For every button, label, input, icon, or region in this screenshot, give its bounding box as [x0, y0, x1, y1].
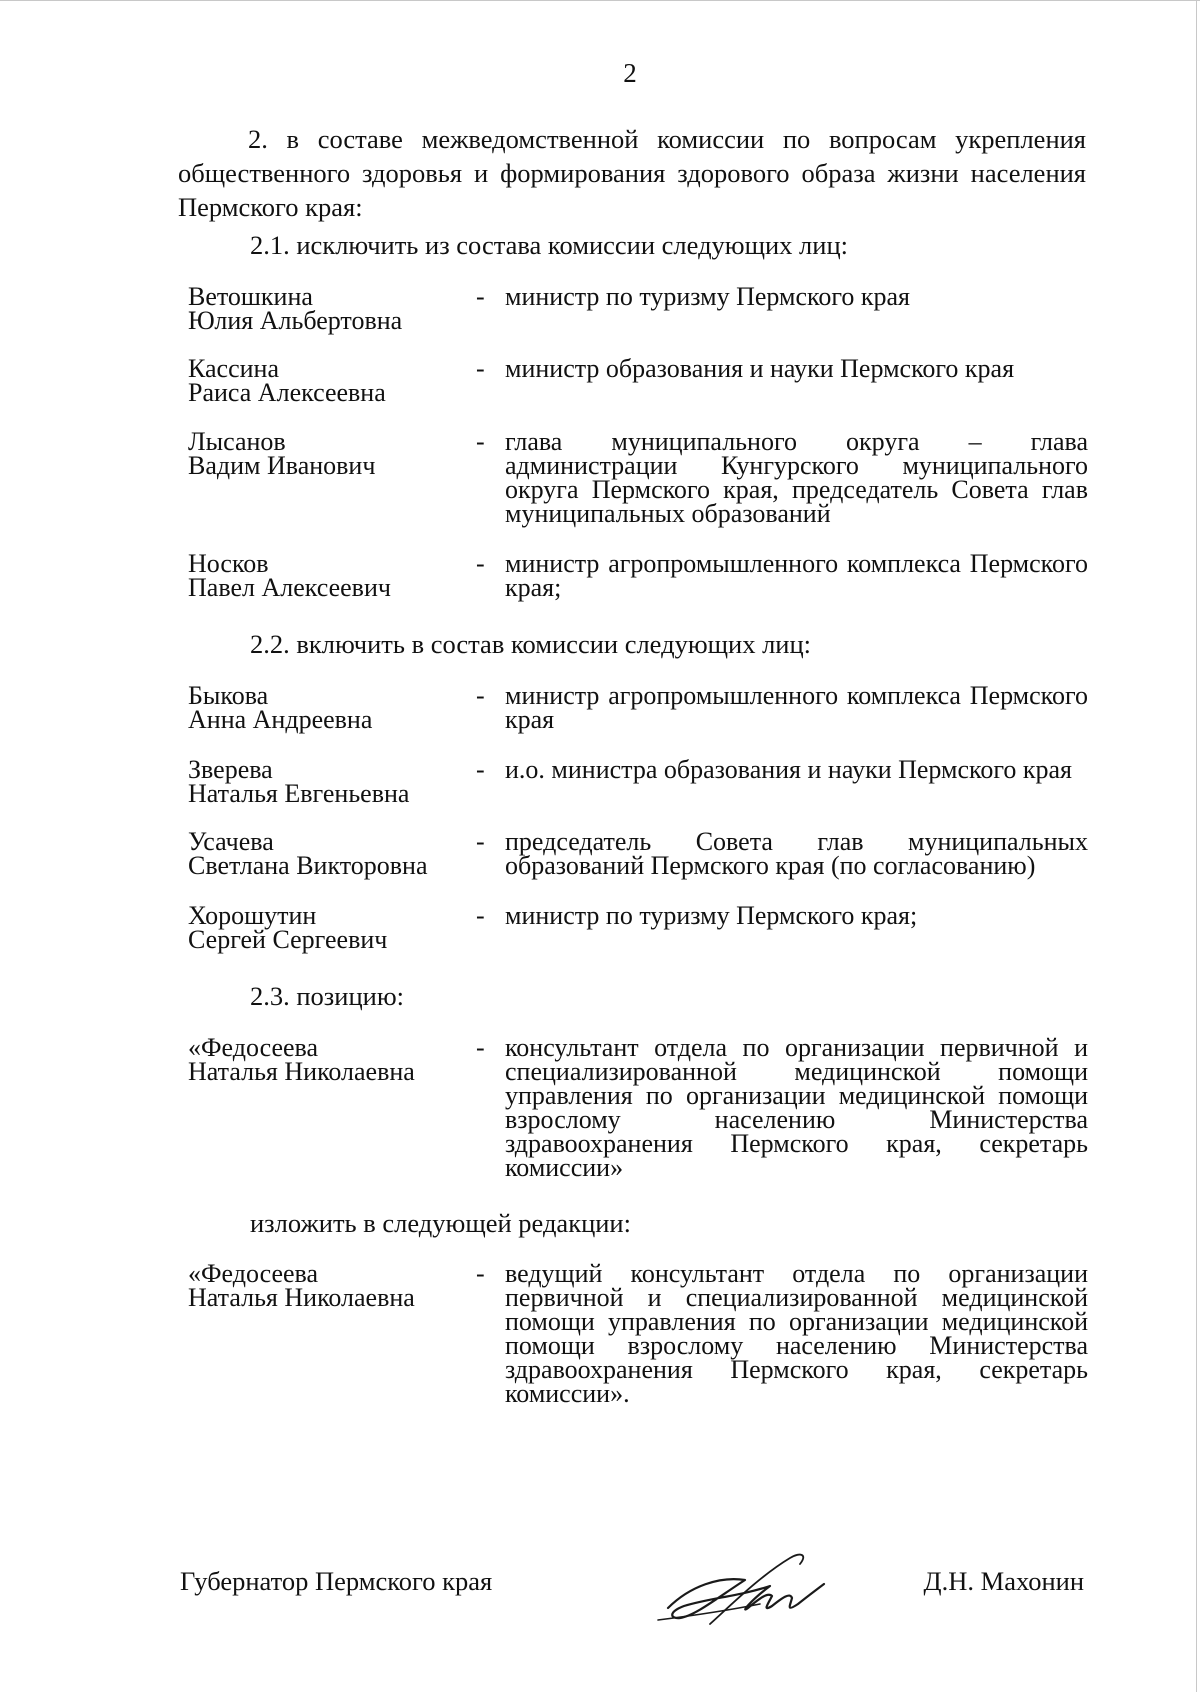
given-names: Юлия Альбертовна [188, 306, 403, 335]
given-names: Сергей Сергеевич [188, 925, 388, 954]
person-name [188, 681, 468, 734]
dash: - [476, 755, 485, 784]
surname: Лысанов [188, 427, 286, 456]
exclude-heading: 2.1. исключить из состава комиссии следующих лиц: [250, 230, 849, 260]
section-2-intro: 2. в составе межведомственной комиссии по вопросам укрепления общественного здоровья и формирования здорового образа жизни населения Пермского края: [178, 124, 1086, 222]
surname: «Федосеева [188, 1259, 319, 1288]
signature-block [180, 1546, 1086, 1636]
position-description: министр по туризму Пермского края [505, 282, 910, 311]
restate-heading: изложить в следующей редакции: [250, 1208, 631, 1238]
surname: «Федосеева [188, 1033, 319, 1062]
signatory-title: Губернатор Пермского края [180, 1566, 493, 1596]
surname: Носков [188, 549, 269, 578]
dash: - [476, 549, 485, 578]
person-name [188, 755, 468, 808]
position-description: министр образования и науки Пермского края [505, 354, 1015, 383]
given-names: Анна Андреевна [188, 705, 373, 734]
surname: Кассина [188, 354, 279, 383]
position-heading: 2.3. позицию: [250, 981, 404, 1011]
handwritten-signature [650, 1546, 840, 1636]
page-number: 2 [623, 58, 637, 88]
dash: - [476, 427, 485, 456]
given-names: Павел Алексеевич [188, 573, 391, 602]
person-name [188, 901, 468, 954]
person-name [188, 427, 468, 480]
position-description: консультант отдела по организации первичной и специализированной медицинской помощи управления по организации медицинской помощи взрослому населению Министерства здравоохранения Пермского края, секретарь комиссии» [505, 1033, 1088, 1182]
surname: Усачева [188, 827, 274, 856]
position-description: председатель Совета глав муниципальных образований Пермского края (по согласованию) [505, 827, 1088, 880]
person-name [188, 282, 468, 335]
surname: Ветошкина [188, 282, 313, 311]
signatory-name: Д.Н. Махонин [923, 1566, 1084, 1596]
position-description: министр по туризму Пермского края; [505, 901, 918, 930]
given-names: Наталья Николаевна [188, 1057, 415, 1086]
position-description: министр агропромышленного комплекса Пермского края; [505, 549, 1088, 602]
dash: - [476, 681, 485, 710]
dash: - [476, 354, 485, 383]
surname: Быкова [188, 681, 269, 710]
person-name [188, 1033, 468, 1086]
position-description: ведущий консультант отдела по организации первичной и специализированной медицинской помощи управления по организации медицинской помощи взрослому населению Министерства здравоохранения Пермского края, секретарь комиссии». [505, 1259, 1088, 1408]
given-names: Светлана Викторовна [188, 851, 428, 880]
position-description: министр агропромышленного комплекса Пермского края [505, 681, 1088, 734]
person-name [188, 827, 468, 880]
person-name [188, 354, 468, 407]
surname: Хорошутин [188, 901, 317, 930]
dash: - [476, 1033, 485, 1062]
position-description: глава муниципального округа – глава администрации Кунгурского муниципального округа Пермского края, председатель Совета глав муниципальных образований [505, 427, 1088, 528]
scan-edge-right [1196, 0, 1197, 1692]
given-names: Наталья Николаевна [188, 1283, 415, 1312]
given-names: Раиса Алексеевна [188, 378, 386, 407]
position-description: и.о. министра образования и науки Пермского края [505, 755, 1072, 784]
surname: Зверева [188, 755, 273, 784]
include-heading: 2.2. включить в состав комиссии следующих лиц: [250, 629, 812, 659]
person-name [188, 1259, 468, 1312]
scan-edge-top [0, 0, 1200, 1]
dash: - [476, 282, 485, 311]
dash: - [476, 1259, 485, 1288]
given-names: Наталья Евгеньевна [188, 779, 410, 808]
given-names: Вадим Иванович [188, 451, 376, 480]
person-name [188, 549, 468, 602]
dash: - [476, 901, 485, 930]
dash: - [476, 827, 485, 856]
